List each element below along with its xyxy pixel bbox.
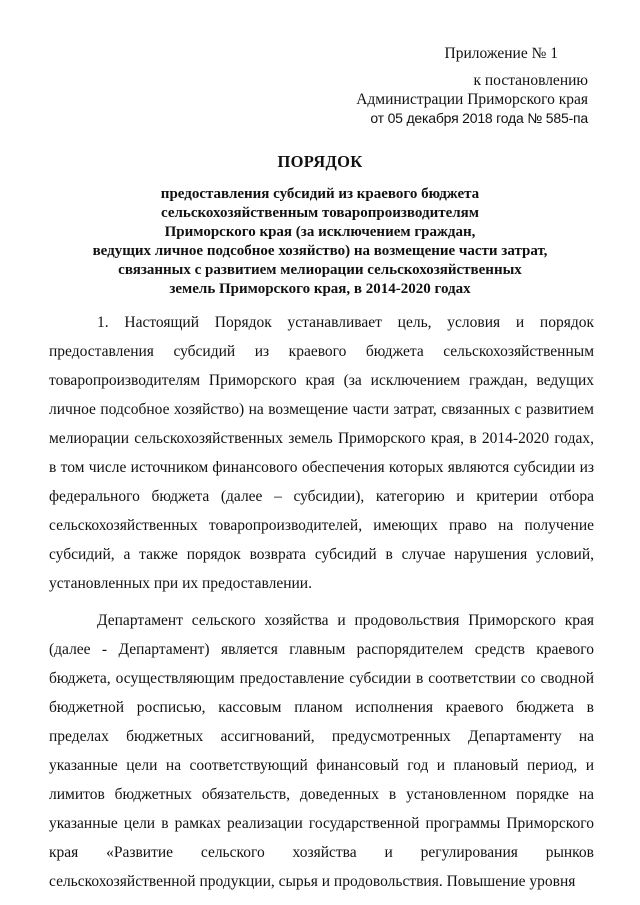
paragraph-2: Департамент сельского хозяйства и продовольствия Приморского края (далее - Департамент) является главным распорядителем средств краевого бюджета, осуществляющим предоставление субсидии в соответствии со сводной бюджетной росписью, кассовым планом исполнения краевого бюджета в пределах бюджетных ассигнований, предусмотренных Департаменту на указанные цели на соответствующий финансовый год и плановый период, и лимитов бюджетных обязательств, доведенных в установленном порядке на указанные цели в рамках реализации государственной программы Приморского края «Развитие сельского хозяйства и регулирования рынков сельскохозяйственной продукции, сырья и продовольствия. Повышение уровня xyxy=(49,612,594,890)
appendix-resolution-label: к постановлению xyxy=(473,72,588,89)
subtitle-line: связанных с развитием мелиорации сельскохозяйственных xyxy=(118,262,522,278)
document-body xyxy=(49,308,594,896)
appendix-block xyxy=(328,44,588,128)
subtitle-line: земель Приморского края, в 2014-2020 годах xyxy=(169,281,471,297)
appendix-authority: Администрации Приморского края xyxy=(356,91,588,108)
subtitle-line: Приморского края (за исключением граждан, xyxy=(164,224,476,240)
appendix-date-number: от 05 декабря 2018 года № 585-па xyxy=(370,110,588,126)
subtitle-line: ведущих личное подсобное хозяйство) на возмещение части затрат, xyxy=(92,243,548,259)
subtitle-line: сельскохозяйственным товаропроизводителям xyxy=(160,205,479,221)
subtitle-line: предоставления субсидий из краевого бюджета xyxy=(160,186,480,202)
document-subtitle xyxy=(60,185,580,299)
document-title: ПОРЯДОК xyxy=(277,152,363,171)
appendix-number: Приложение № 1 xyxy=(444,45,558,62)
paragraph-1: 1. Настоящий Порядок устанавливает цель, условия и порядок предоставления субсидий из краевого бюджета сельскохозяйственным товаропроизводителям Приморского края (за исключением граждан, ведущих личное подсобное хозяйство) на возмещение части затрат, связанных с развитием мелиорации сельскохозяйственных земель Приморского края, в 2014-2020 годах, в том числе источником финансового обеспечения которых являются субсидии из федерального бюджета (далее – субсидии), категорию и критерии отбора сельскохозяйственных товаропроизводителей, имеющих право на получение субсидий, а также порядок возврата субсидий в случае нарушения условий, установленных при их предоставлении. xyxy=(49,314,594,592)
